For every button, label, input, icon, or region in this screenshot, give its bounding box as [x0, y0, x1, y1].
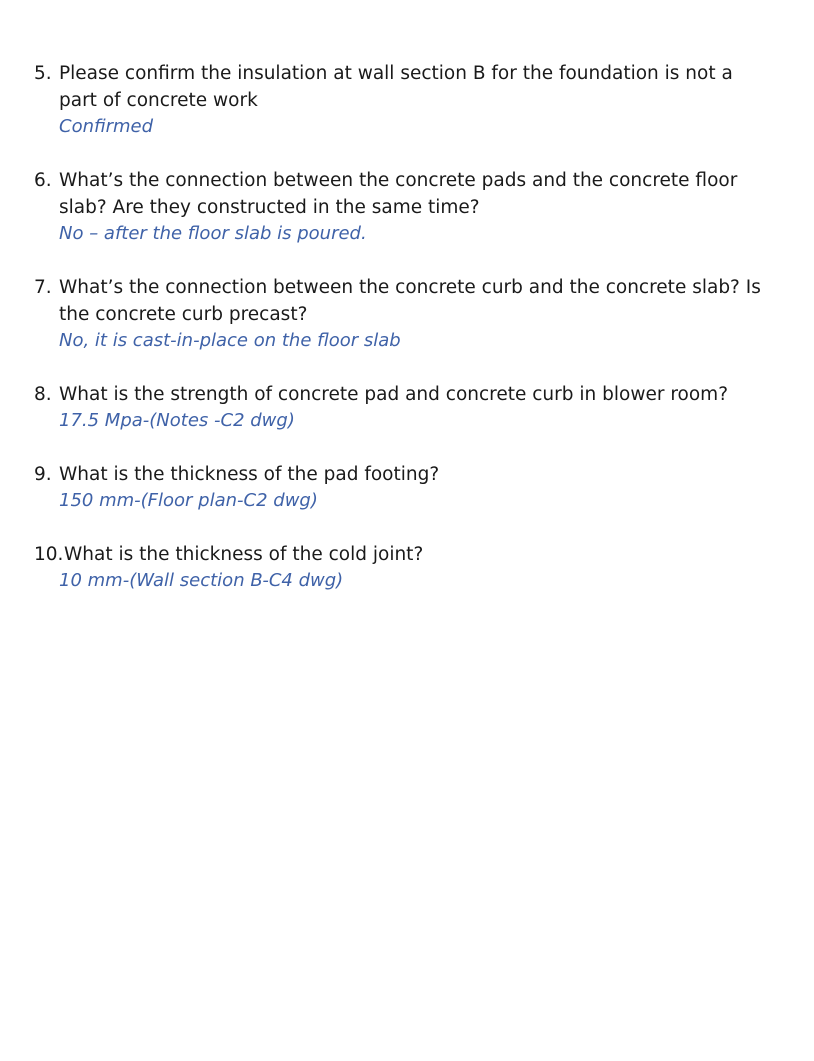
question-7 — [34, 274, 774, 328]
qa-item-7 — [34, 274, 774, 354]
question-number: 5. — [34, 63, 52, 84]
question-text: Please confirm the insulation at wall section B for the foundation is not a part of concrete work — [59, 63, 733, 111]
question-answer-list — [34, 60, 774, 621]
answer-9: 150 mm-(Floor plan-C2 dwg) — [59, 490, 318, 511]
question-text: What is the thickness of the pad footing? — [59, 464, 440, 485]
question-number: 10. — [34, 544, 64, 565]
question-9 — [34, 461, 774, 488]
qa-item-9 — [34, 461, 774, 514]
answer-10: 10 mm-(Wall section B-C4 dwg) — [59, 570, 344, 591]
qa-item-6 — [34, 167, 774, 247]
question-8 — [34, 381, 774, 408]
answer-5: Confirmed — [59, 116, 154, 137]
answer-8: 17.5 Mpa-(Notes -C2 dwg) — [59, 410, 295, 431]
question-number: 9. — [34, 464, 52, 485]
answer-7: No, it is cast-in-place on the floor slab — [59, 330, 401, 351]
answer-6: No – after the floor slab is poured. — [59, 223, 367, 244]
question-number: 7. — [34, 277, 52, 298]
question-10 — [34, 541, 774, 568]
question-5 — [34, 60, 774, 114]
qa-item-5 — [34, 60, 774, 140]
qa-item-8 — [34, 381, 774, 434]
question-number: 8. — [34, 384, 52, 405]
question-6 — [34, 167, 774, 221]
question-number: 6. — [34, 170, 52, 191]
question-text: What’s the connection between the concrete pads and the concrete floor slab? Are they constructed in the same time? — [59, 170, 738, 218]
question-text: What is the thickness of the cold joint? — [64, 544, 424, 565]
question-text: What’s the connection between the concrete curb and the concrete slab? Is the concrete curb precast? — [59, 277, 761, 325]
qa-item-10 — [34, 541, 774, 594]
question-text: What is the strength of concrete pad and concrete curb in blower room? — [59, 384, 729, 405]
